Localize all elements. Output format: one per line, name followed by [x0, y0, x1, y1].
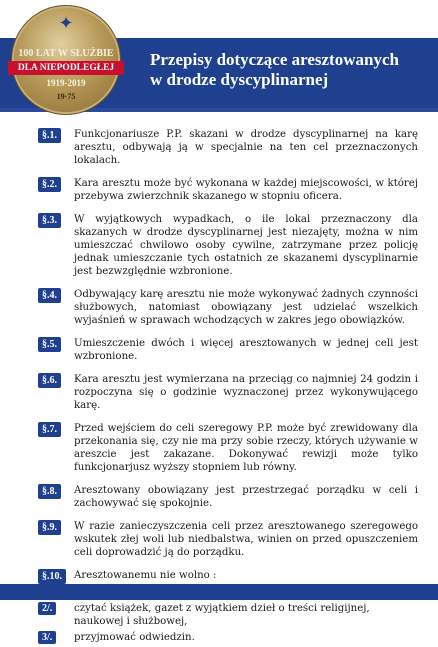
rule-text: W wyjątkowych wypadkach, o ile lokal przeznaczony dla skazanych w drodze dyscyplinarnej jest niezajęty, można w nim umieszczać chwilowo osoby cywilne, zatrzymane przez policję jednak umieszczanie tych ostatnich ze skazanemi dyscyplinarnie jest bezwzględnie wzbronione. [74, 214, 418, 277]
title-line2: w drodze dyscyplinarnej [150, 70, 329, 89]
rule-item [38, 337, 418, 363]
rule-text: W razie zanieczyszczenia celi przez aresztowanego szeregowego wskutek złej woli lub niedbalstwa, winien on przed opuszczeniem celi doprowadzić ją do porządku. [74, 521, 418, 558]
header-banner [0, 0, 438, 112]
rule-text: Umieszczenie dwóch i więcej aresztowanych w jednej celi jest wzbronione. [74, 338, 418, 362]
footer-blue-bar [0, 584, 438, 600]
rule-number-badge: §.6. [38, 373, 61, 388]
medallion-text-line2: DLA NIEPODLEGŁEJ [8, 61, 124, 75]
rule-item [38, 520, 418, 559]
rule-item [38, 128, 418, 167]
rule-text: Funkcjonariusze P.P. skazani w drodze dyscyplinarnej na karę aresztu, odbywają ją w specjalnie na ten cel przeznaczonych lokalach. [74, 129, 418, 166]
rule-number-badge: §.10. [38, 569, 66, 584]
rule-text: Odbywający karę aresztu nie może wykonywać żadnych czynności służbowych, natomiast obowiązany jest udzielać wszelkich wyjaśnień w sprawach wchodzących w zakres jego obowiązków. [74, 289, 418, 326]
rule-item [38, 373, 418, 412]
rule-number-badge: §.8. [38, 484, 61, 499]
rule-number-badge: §.2. [38, 177, 61, 192]
rule-item [38, 569, 418, 582]
rule-number-badge: §.9. [38, 520, 61, 535]
page-title [150, 50, 399, 90]
sub-item-text: czytać książek, gazet z wyjątkiem dzieł o treści religijnej, naukowej i służbowej, [74, 603, 370, 627]
rules-list [38, 128, 418, 647]
sub-item [38, 602, 418, 628]
rule-item [38, 422, 418, 474]
sub-item-number-badge: 2/. [38, 602, 56, 615]
sub-item-number-badge: 3/. [38, 631, 56, 644]
rule-number-badge: §.4. [38, 288, 61, 303]
rule-text: Kara aresztu może być wykonana w każdej miejscowości, w której przebywa zwierzchnik skazanego w stopniu oficera. [74, 178, 418, 202]
sub-item-text: przyjmować odwiedzin. [74, 632, 195, 643]
medallion-text-line4: 19·75 [56, 92, 76, 101]
rule-text: Aresztowany obowiązany jest przestrzegać porządku w celi i zachowywać się spokojnie. [74, 485, 418, 509]
rule-text: Przed wejściem do celi szeregowy P.P. może być zrewidowany dla przekonania się, czy nie ma przy sobie rzeczy, których używanie w areszcie jest zakazane. Dokonywać rewizji może tylko funkcjonarjusz wyższy stopniem lub równy. [74, 423, 418, 473]
rule-item [38, 213, 418, 278]
rule-item [38, 177, 418, 203]
rule-item [38, 484, 418, 510]
medallion-text-line1: 100 LAT W SŁUŻBIE [18, 48, 114, 59]
anniversary-medallion-logo [14, 8, 118, 112]
medallion-text-years: 1919-2019 [46, 78, 86, 88]
police-star-icon: ✦ [58, 13, 74, 34]
rule-number-badge: §.5. [38, 337, 61, 352]
rule-number-badge: §.3. [38, 213, 61, 228]
rule-text: Kara aresztu jest wymierzana na przeciąg co najmniej 24 godzin i rozpoczyna się o godzinie wyznaczonej przez wykonywującego karę. [74, 374, 418, 411]
sub-item [38, 631, 418, 644]
rule-number-badge: §.7. [38, 422, 61, 437]
rule-text: Aresztowanemu nie wolno : [74, 570, 217, 581]
rule-number-badge: §.1. [38, 128, 61, 143]
title-line1: Przepisy dotyczące aresztowanych [150, 50, 399, 69]
rule-item [38, 288, 418, 327]
